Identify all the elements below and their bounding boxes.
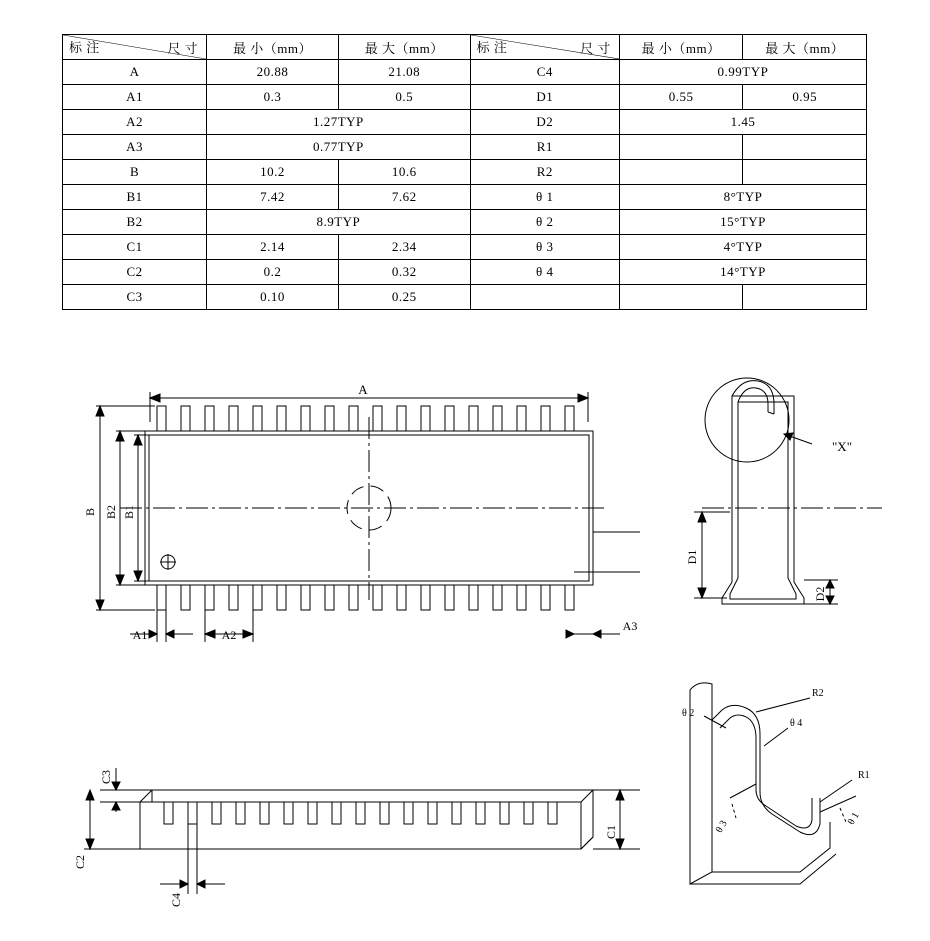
- row-max: [743, 160, 867, 185]
- row-max: 7.62: [338, 185, 470, 210]
- label-c3: C3: [99, 769, 113, 785]
- row-label: C4: [470, 60, 619, 85]
- row-label: [470, 285, 619, 310]
- row-label: C1: [63, 235, 207, 260]
- row-label: B1: [63, 185, 207, 210]
- row-label: R2: [470, 160, 619, 185]
- label-detail-x: "X": [832, 439, 853, 454]
- row-max: 0.25: [338, 285, 470, 310]
- label-b2: B2: [104, 504, 118, 520]
- label-b: B: [83, 507, 97, 517]
- front-view-drawing: [60, 672, 660, 922]
- side-view-drawing: [672, 372, 912, 662]
- table-row: [63, 110, 867, 135]
- row-value-span: 15°TYP: [619, 210, 866, 235]
- label-c4: C4: [169, 892, 183, 908]
- row-min: 20.88: [207, 60, 339, 85]
- row-min: 2.14: [207, 235, 339, 260]
- header-corner-right: [470, 35, 619, 60]
- row-value-span: 0.77TYP: [207, 135, 471, 160]
- label-d1: D1: [685, 549, 699, 565]
- table-header-row: [63, 35, 867, 60]
- label-a2: A2: [221, 628, 237, 642]
- label-a1: A1: [132, 628, 148, 642]
- corner-label-mark: 标 注: [476, 40, 508, 55]
- row-min: 0.10: [207, 285, 339, 310]
- label-theta1: θ 1: [845, 810, 862, 827]
- label-theta2: θ 2: [682, 708, 695, 719]
- label-theta4: θ 4: [790, 718, 803, 729]
- row-label: C3: [63, 285, 207, 310]
- row-label: D1: [470, 85, 619, 110]
- label-d2: D2: [813, 586, 827, 602]
- row-max: 10.6: [338, 160, 470, 185]
- label-c2: C2: [73, 854, 87, 870]
- row-max: 2.34: [338, 235, 470, 260]
- row-value-span: 0.99TYP: [619, 60, 866, 85]
- row-max: 0.95: [743, 85, 867, 110]
- row-min: 0.2: [207, 260, 339, 285]
- row-max: 0.5: [338, 85, 470, 110]
- header-min-left: 最 小（mm）: [207, 35, 339, 60]
- table-row: [63, 210, 867, 235]
- label-b1: B1: [122, 504, 136, 520]
- row-label: θ 3: [470, 235, 619, 260]
- header-max-left: 最 大（mm）: [338, 35, 470, 60]
- label-c1: C1: [604, 824, 618, 840]
- row-max: [743, 135, 867, 160]
- row-label: C2: [63, 260, 207, 285]
- table-row: [63, 85, 867, 110]
- label-r2: R2: [812, 688, 824, 699]
- dimension-table-container: [62, 34, 867, 310]
- table-row: [63, 235, 867, 260]
- row-label: θ 1: [470, 185, 619, 210]
- row-value-span: 1.45: [619, 110, 866, 135]
- table-row: [63, 160, 867, 185]
- row-max: 21.08: [338, 60, 470, 85]
- corner-label-mark: 标 注: [69, 40, 100, 55]
- row-value-span: 8.9TYP: [207, 210, 471, 235]
- header-min-right: 最 小（mm）: [619, 35, 743, 60]
- row-min: 0.55: [619, 85, 743, 110]
- table-row: [63, 260, 867, 285]
- row-min: 10.2: [207, 160, 339, 185]
- row-label: D2: [470, 110, 619, 135]
- row-label: A2: [63, 110, 207, 135]
- row-label: B2: [63, 210, 207, 235]
- row-label: θ 2: [470, 210, 619, 235]
- header-max-right: 最 大（mm）: [743, 35, 867, 60]
- row-min: [619, 135, 743, 160]
- corner-label-dimension: 尺 寸: [167, 41, 199, 56]
- header-corner-left: [63, 35, 207, 60]
- row-min: 0.3: [207, 85, 339, 110]
- top-view-drawing: [60, 372, 660, 662]
- row-value-span: 8°TYP: [619, 185, 866, 210]
- row-label: A: [63, 60, 207, 85]
- row-max: 0.32: [338, 260, 470, 285]
- table-row: [63, 185, 867, 210]
- label-a: A: [358, 382, 368, 397]
- table-row: [63, 135, 867, 160]
- row-label: B: [63, 160, 207, 185]
- row-min: [619, 160, 743, 185]
- corner-label-dimension: 尺 寸: [580, 41, 611, 56]
- row-value-span: 1.27TYP: [207, 110, 471, 135]
- row-max: [743, 285, 867, 310]
- row-min: 7.42: [207, 185, 339, 210]
- table-row: [63, 285, 867, 310]
- row-label: θ 4: [470, 260, 619, 285]
- label-theta3: θ 3: [713, 818, 730, 835]
- row-label: R1: [470, 135, 619, 160]
- row-min: [619, 285, 743, 310]
- row-label: A1: [63, 85, 207, 110]
- row-value-span: 14°TYP: [619, 260, 866, 285]
- row-label: A3: [63, 135, 207, 160]
- dimension-table: [62, 34, 867, 310]
- table-row: [63, 60, 867, 85]
- label-r1: R1: [858, 770, 870, 781]
- label-a3: A3: [622, 619, 638, 633]
- row-value-span: 4°TYP: [619, 235, 866, 260]
- detail-x-drawing: [660, 672, 910, 922]
